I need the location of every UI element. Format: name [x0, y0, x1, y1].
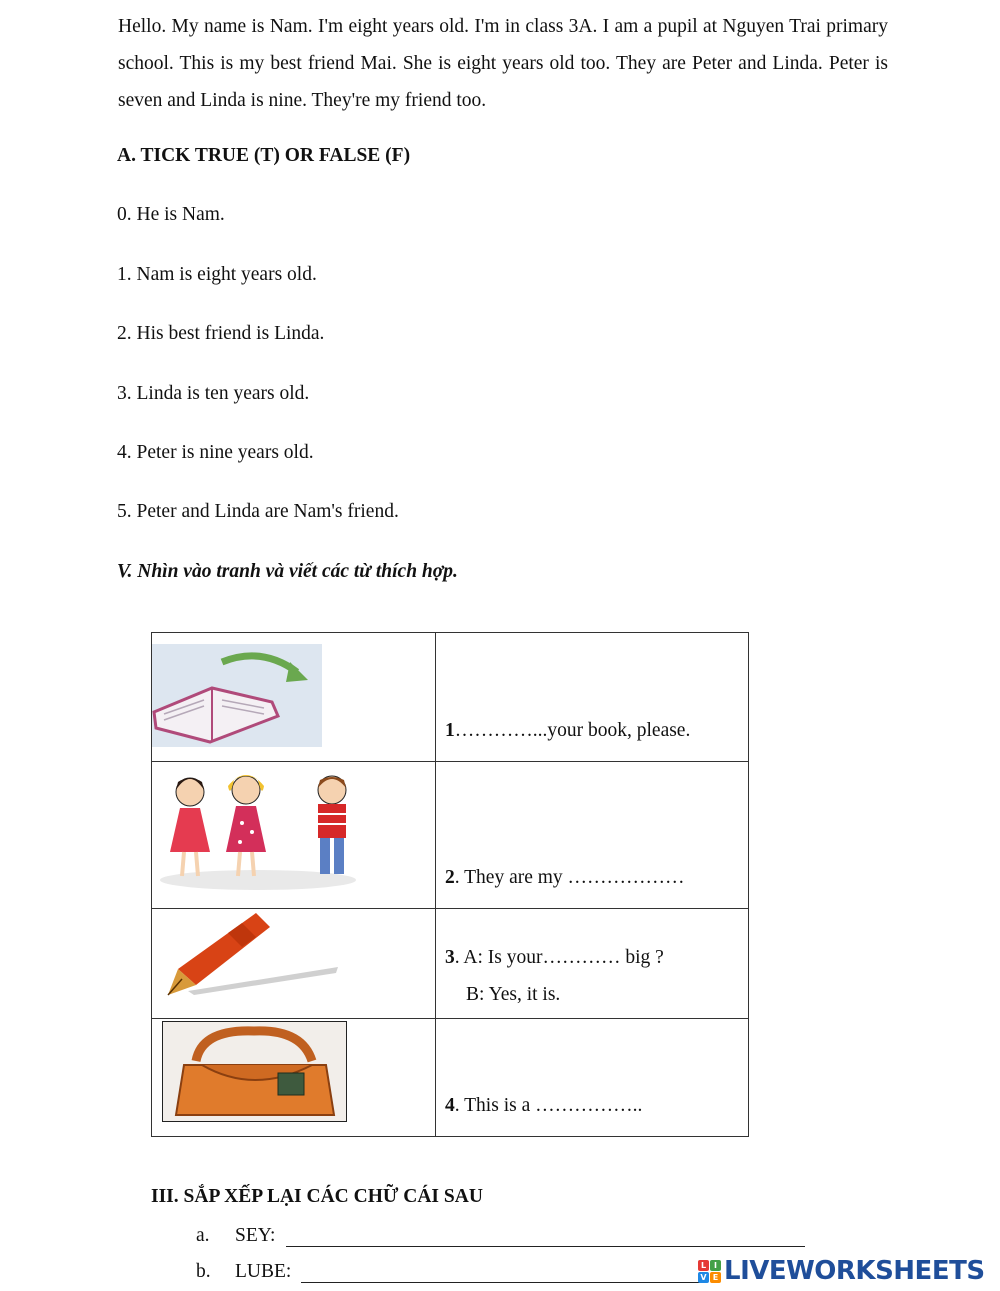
text-cell	[436, 633, 749, 762]
answer-line-a[interactable]	[286, 1246, 805, 1247]
item-b-word: LUBE:	[235, 1261, 292, 1282]
image-cell	[152, 762, 436, 909]
liveworksheets-watermark	[698, 1256, 985, 1286]
section-a-title: A. TICK TRUE (T) OR FALSE (F)	[117, 145, 411, 166]
exercise-row-4	[152, 1019, 749, 1137]
pen-icon	[158, 909, 338, 1001]
statement-5: 5. Peter and Linda are Nam's friend.	[117, 501, 399, 522]
statement-1: 1. Nam is eight years old.	[117, 264, 317, 285]
question-number: 1	[445, 720, 455, 741]
school-bag-icon	[162, 1021, 348, 1123]
answer-line: B: Yes, it is.	[466, 984, 561, 1005]
item-b-letter: b.	[196, 1261, 211, 1282]
liveworksheets-logo-icon: L I V E	[698, 1260, 721, 1283]
image-cell	[152, 633, 436, 762]
item-a-word: SEY:	[235, 1225, 276, 1246]
statement-4: 4. Peter is nine years old.	[117, 442, 314, 463]
exercise-row-2	[152, 762, 749, 909]
children-friends-icon	[158, 768, 363, 890]
question-text[interactable]: . This is a ……………..	[454, 1095, 643, 1116]
text-cell	[436, 762, 749, 909]
section-v-title: V. Nhìn vào tranh và viết các từ thích hợp.	[117, 561, 458, 582]
question-text[interactable]: . They are my ………………	[454, 867, 685, 888]
exercise-row-3	[152, 909, 749, 1019]
question-number: 4	[445, 1095, 455, 1116]
exercise-row-1	[152, 633, 749, 762]
reading-paragraph: Hello. My name is Nam. I'm eight years old. I'm in class 3A. I am a pupil at Nguyen Trai primary school. This is my best friend Mai. She is eight years old too. They are Peter and Linda. Peter is seven and Linda is nine. They're my friend too.	[118, 16, 888, 111]
image-cell	[152, 909, 436, 1019]
answer-line-b[interactable]	[301, 1282, 701, 1283]
statement-3: 3. Linda is ten years old.	[117, 383, 310, 404]
section-iii-title: III. SẮP XẾP LẠI CÁC CHỮ CÁI SAU	[151, 1186, 483, 1207]
image-cell	[152, 1019, 436, 1137]
statement-0: 0. He is Nam.	[117, 204, 225, 225]
picture-exercise-table	[151, 632, 749, 1137]
question-number: 3	[445, 947, 455, 968]
text-cell	[436, 1019, 749, 1137]
item-a-letter: a.	[196, 1225, 210, 1246]
question-number: 2	[445, 867, 455, 888]
statement-2: 2. His best friend is Linda.	[117, 323, 325, 344]
question-text[interactable]: …………...your book, please.	[454, 720, 691, 741]
open-book-icon	[152, 644, 322, 747]
text-cell	[436, 909, 749, 1019]
watermark-text: LIVEWORKSHEETS	[724, 1256, 985, 1286]
question-text[interactable]: . A: Is your………… big ?	[454, 947, 664, 968]
